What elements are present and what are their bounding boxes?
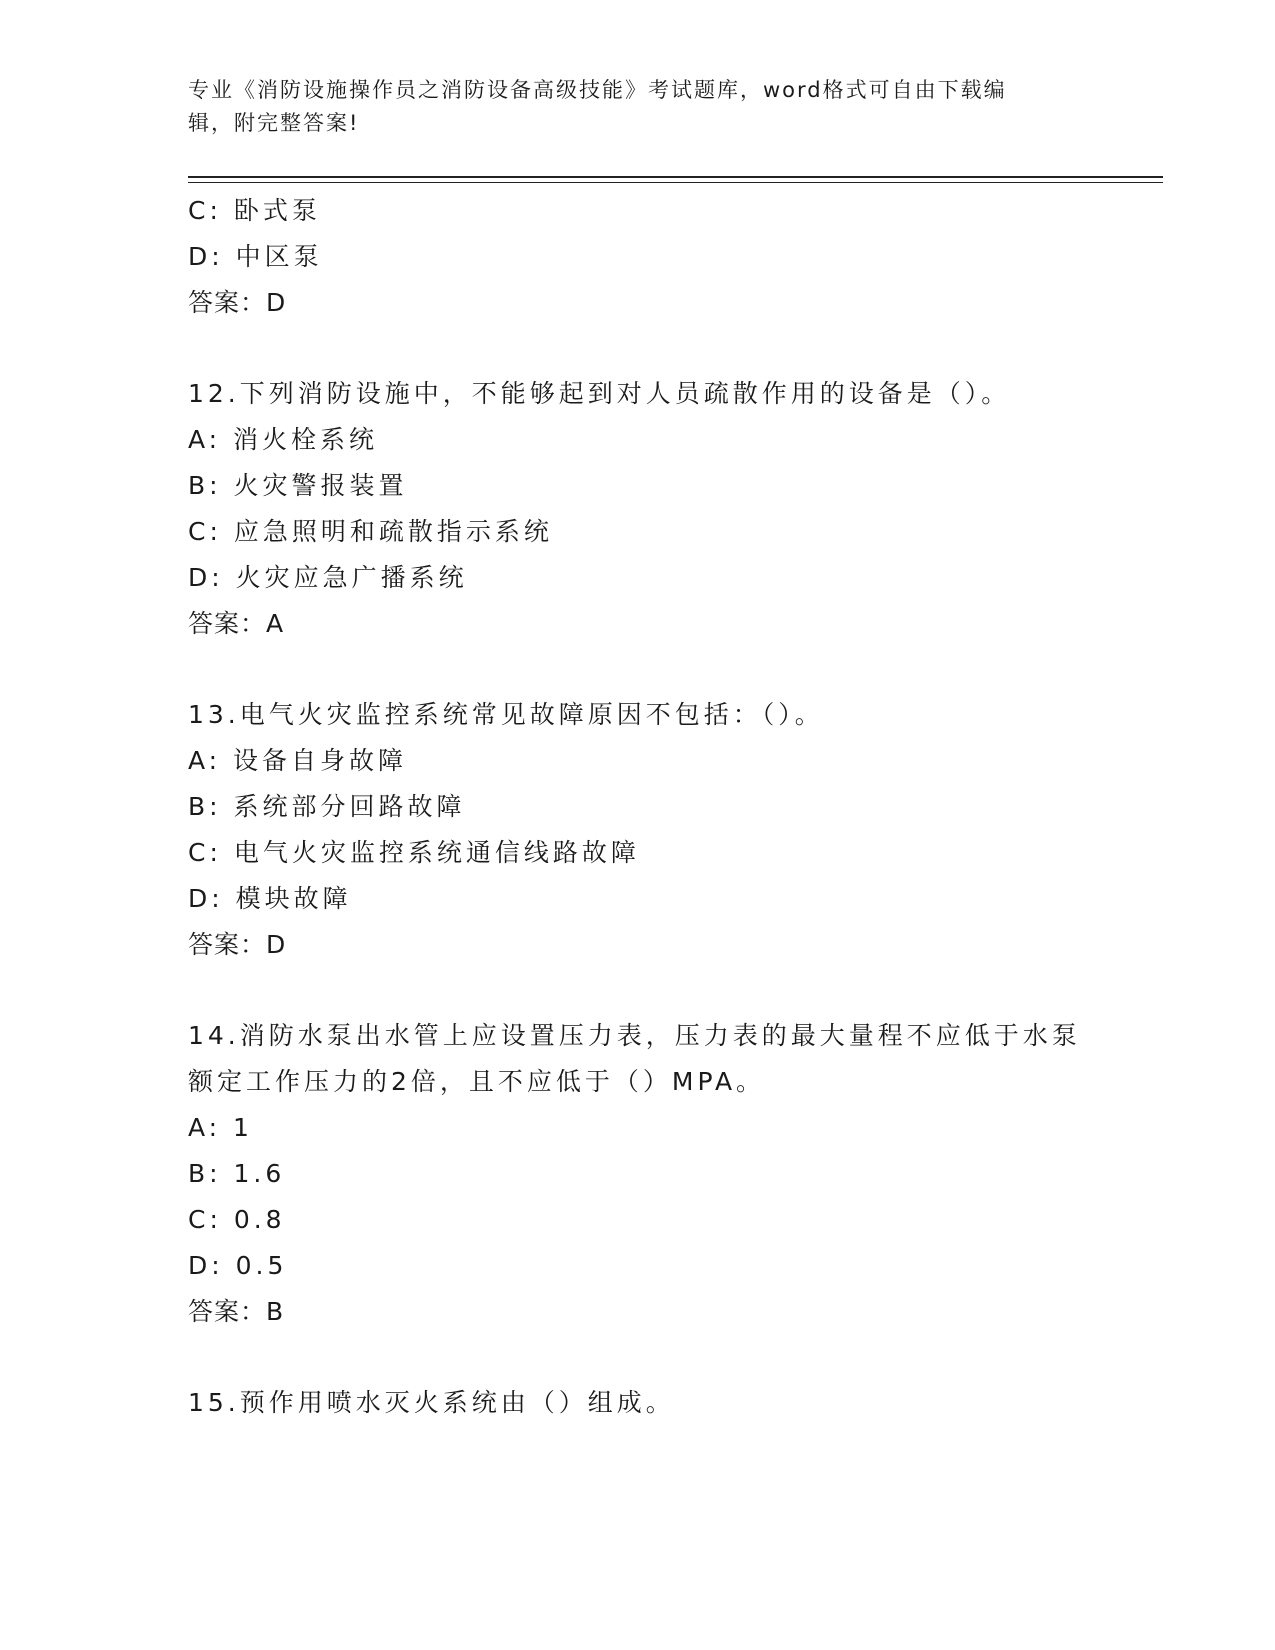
document-header [188, 74, 1088, 140]
option-a: A: 消火栓系统 [188, 425, 379, 454]
option-a: A: 1 [188, 1113, 253, 1142]
option-d: D: 模块故障 [188, 884, 352, 913]
option-a: A: 设备自身故障 [188, 746, 408, 775]
option-b: B: 1.6 [188, 1159, 286, 1188]
question-content [188, 188, 1088, 1426]
question-title: 13.电气火灾监控系统常见故障原因不包括：（）。 [188, 700, 824, 729]
answer-line: 答案：A [188, 609, 285, 638]
option-d: D: 中区泵 [188, 242, 323, 271]
option-b: B: 系统部分回路故障 [188, 792, 466, 821]
option-b: B: 火灾警报装置 [188, 471, 408, 500]
answer-line: 答案：D [188, 288, 287, 317]
option-d: D: 火灾应急广播系统 [188, 563, 468, 592]
option-c: C: 电气火灾监控系统通信线路故障 [188, 838, 640, 867]
header-line-1: 专业《消防设施操作员之消防设备高级技能》考试题库，word格式可自由下载编 [188, 78, 1007, 102]
question-title-line-1: 14.消防水泵出水管上应设置压力表，压力表的最大量程不应低于水泵 [188, 1021, 1081, 1050]
option-c: C: 卧式泵 [188, 196, 321, 225]
header-line-2: 辑，附完整答案! [188, 111, 360, 135]
answer-line: 答案：D [188, 930, 287, 959]
question-15 [188, 1380, 1088, 1426]
option-d: D: 0.5 [188, 1251, 288, 1280]
header-divider-thick [188, 176, 1163, 178]
header-divider-thin [188, 182, 1163, 183]
option-c: C: 应急照明和疏散指示系统 [188, 517, 553, 546]
option-c: C: 0.8 [188, 1205, 286, 1234]
question-12 [188, 371, 1088, 647]
question-title: 12.下列消防设施中，不能够起到对人员疏散作用的设备是（）。 [188, 379, 1011, 408]
question-title: 15.预作用喷水灭火系统由（）组成。 [188, 1388, 675, 1417]
question-title-line-2: 额定工作压力的2倍，且不应低于（）MPA。 [188, 1067, 766, 1096]
question-14 [188, 1013, 1088, 1335]
partial-question-block [188, 188, 1088, 326]
question-13 [188, 692, 1088, 968]
answer-line: 答案：B [188, 1297, 285, 1326]
